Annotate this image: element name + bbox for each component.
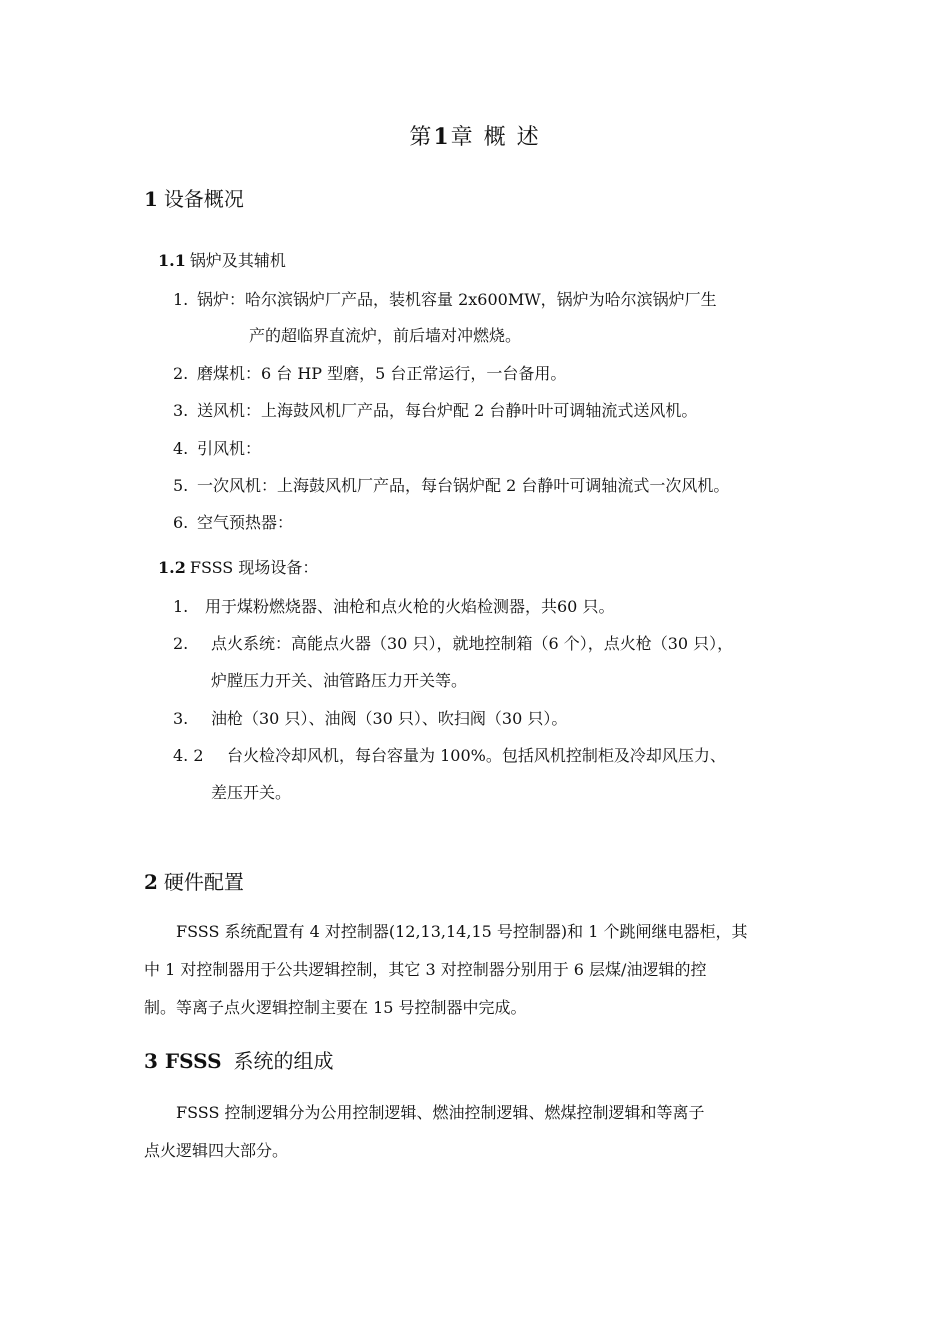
section2-number: 2 [144, 870, 158, 894]
section3-line-2: 点火逻辑四大部分。 [144, 1141, 289, 1160]
section1-number: 1 [144, 187, 158, 211]
sub2-item-4-num: 4. 2 [173, 746, 204, 765]
sub1-item-5-num: 5. [173, 476, 189, 495]
sub1-item-1 [173, 287, 717, 310]
sub1-item-4 [173, 436, 261, 459]
chapter-title [0, 120, 950, 151]
sub2-item-1-num: 1. [173, 597, 189, 616]
sub1-item-1-line1: 锅炉：哈尔滨锅炉厂产品，装机容量 2x600MW，锅炉为哈尔滨锅炉厂生 [197, 290, 717, 309]
section2-heading [144, 866, 244, 895]
sub2-number: 1.2 [158, 558, 186, 577]
section2-line-1: FSSS 系统配置有 4 对控制器(12,13,14,15 号控制器)和 1 个跳闸继电器柜，其 [176, 922, 748, 941]
sub2-item-3-line1: 油枪（30 只）、油阀（30 只）、吹扫阀（30 只）。 [211, 709, 568, 728]
sub2-item-2-num: 2. [173, 634, 189, 653]
sub1-number: 1.1 [158, 251, 186, 270]
sub1-item-2-num: 2. [173, 364, 189, 383]
section3-line-1: FSSS 控制逻辑分为公用控制逻辑、燃油控制逻辑、燃煤控制逻辑和等离子 [176, 1103, 705, 1122]
sub2-heading [158, 555, 318, 578]
sub2-title: FSSS 现场设备： [189, 558, 319, 577]
sub2-item-4 [173, 743, 726, 766]
sub1-title: 锅炉及其辅机 [189, 251, 286, 270]
section3-title: 系统的组成 [233, 1049, 334, 1073]
chapter-suffix: 章 概 述 [450, 125, 541, 150]
sub1-item-3-line1: 送风机：上海鼓风机厂产品，每台炉配 2 台静叶叶可调轴流式送风机。 [197, 401, 698, 420]
sub2-item-2-line2: 炉膛压力开关、油管路压力开关等。 [211, 671, 468, 690]
sub1-item-6 [173, 510, 293, 533]
sub1-item-1-line2: 产的超临界直流炉，前后墙对冲燃烧。 [249, 326, 522, 345]
sub1-item-1-num: 1. [173, 290, 189, 309]
sub1-item-6-line1: 空气预热器： [197, 513, 294, 532]
sub2-item-2 [173, 631, 733, 654]
sub2-item-2-cont [211, 668, 467, 691]
sub2-item-4-line1: 台火检冷却风机，每台容量为 100%。包括风机控制柜及冷却风压力、 [227, 746, 726, 765]
sub2-item-4-cont [211, 780, 291, 803]
section2-title: 硬件配置 [163, 870, 244, 894]
sub1-item-4-num: 4. [173, 439, 189, 458]
sub1-item-2 [173, 361, 566, 384]
sub1-item-2-line1: 磨煤机：6 台 HP 型磨，5 台正常运行，一台备用。 [197, 364, 567, 383]
sub2-item-1-line1: 用于煤粉燃烧器、油枪和点火枪的火焰检测器，共60 只。 [205, 597, 615, 616]
section3-heading [144, 1045, 334, 1074]
sub1-item-3-num: 3. [173, 401, 189, 420]
chapter-number: 1 [433, 124, 451, 150]
sub2-item-3-num: 3. [173, 709, 189, 728]
section1-title: 设备概况 [163, 187, 244, 211]
sub2-item-3 [173, 706, 567, 729]
section1-heading [144, 183, 244, 212]
sub2-item-4-line2: 差压开关。 [211, 783, 292, 802]
sub1-item-4-line1: 引风机： [197, 439, 262, 458]
sub2-item-2-line1: 点火系统：高能点火器（30 只），就地控制箱（6 个），点火枪（30 只）， [211, 634, 734, 653]
sub1-item-3 [173, 398, 697, 421]
section2-line-3: 制。等离子点火逻辑控制主要在 15 号控制器中完成。 [144, 998, 527, 1017]
chapter-prefix: 第 [409, 125, 434, 150]
sub1-item-5 [173, 473, 729, 496]
section3-number: 3 FSSS [144, 1049, 222, 1073]
sub1-item-5-line1: 一次风机：上海鼓风机厂产品，每台锅炉配 2 台静叶可调轴流式一次风机。 [197, 476, 730, 495]
sub1-heading [158, 248, 286, 271]
section2-line-2: 中 1 对控制器用于公共逻辑控制，其它 3 对控制器分别用于 6 层煤/油逻辑的控 [144, 960, 707, 979]
sub1-item-6-num: 6. [173, 513, 189, 532]
sub2-item-1 [173, 594, 614, 617]
sub1-item-1-cont [249, 323, 521, 346]
